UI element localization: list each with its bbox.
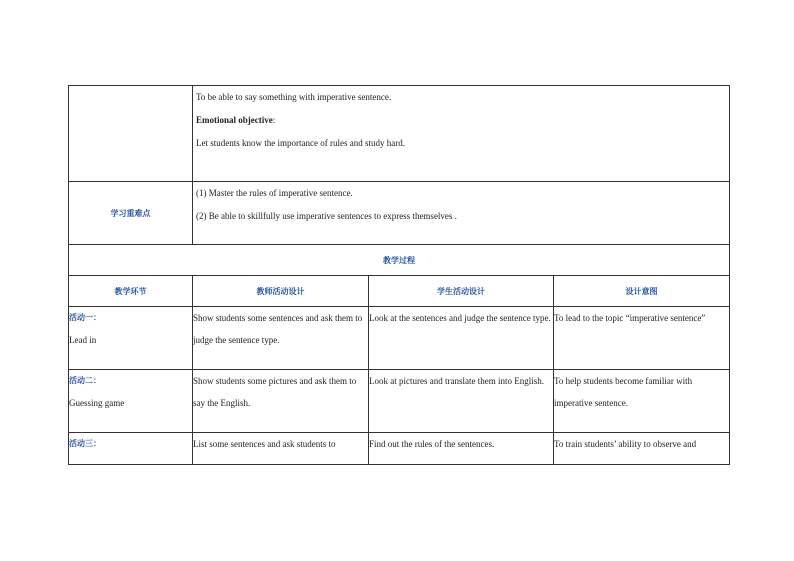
activity-row-2 bbox=[69, 370, 730, 433]
design-intent: To train students’ ability to observe and bbox=[554, 433, 730, 465]
objective-line-1: To be able to say something with imperative sentence. bbox=[196, 92, 392, 102]
stage-cell bbox=[69, 307, 193, 370]
key-points-cell bbox=[193, 182, 730, 245]
key-point-2: (2) Be able to skillfully use imperative sentences to express themselves . bbox=[196, 211, 457, 221]
stage-cell bbox=[69, 433, 193, 465]
process-title: 教学过程 bbox=[69, 245, 730, 276]
design-intent: To lead to the topic “imperative sentence” bbox=[554, 307, 730, 370]
objectives-cell bbox=[193, 86, 730, 182]
stage-label: 活动一： bbox=[69, 313, 101, 322]
design-intent: To help students become familiar with imperative sentence. bbox=[554, 370, 730, 433]
activity-row-3 bbox=[69, 433, 730, 465]
teacher-activity: Show students some sentences and ask them to judge the sentence type. bbox=[193, 307, 369, 370]
key-points-row bbox=[69, 182, 730, 245]
objective-line-2: Let students know the importance of rules and study hard. bbox=[196, 138, 405, 148]
stage-name: Lead in bbox=[69, 335, 97, 345]
process-title-row bbox=[69, 245, 730, 276]
header-stage: 教学环节 bbox=[69, 276, 193, 307]
stage-name: Guessing game bbox=[69, 398, 125, 408]
student-activity: Look at the sentences and judge the sentence type. bbox=[369, 307, 554, 370]
teacher-activity: Show students some pictures and ask them to say the English. bbox=[193, 370, 369, 433]
student-activity: Find out the rules of the sentences. bbox=[369, 433, 554, 465]
objectives-label-cell bbox=[69, 86, 193, 182]
activity-row-1 bbox=[69, 307, 730, 370]
student-activity: Look at pictures and translate them into English. bbox=[369, 370, 554, 433]
teacher-activity: List some sentences and ask students to bbox=[193, 433, 369, 465]
stage-label: 活动三： bbox=[69, 439, 101, 448]
emotional-objective-heading: Emotional objective: bbox=[196, 115, 276, 125]
header-intent: 设计意图 bbox=[554, 276, 730, 307]
stage-label: 活动二： bbox=[69, 376, 101, 385]
key-point-1: (1) Master the rules of imperative sentence. bbox=[196, 188, 353, 198]
header-student: 学生活动设计 bbox=[369, 276, 554, 307]
header-teacher: 教师活动设计 bbox=[193, 276, 369, 307]
stage-cell bbox=[69, 370, 193, 433]
lesson-plan-table bbox=[68, 85, 730, 465]
objectives-row bbox=[69, 86, 730, 182]
emotional-objective-label: Emotional objective bbox=[196, 115, 273, 125]
process-header-row bbox=[69, 276, 730, 307]
key-points-label: 学习重难点 bbox=[69, 182, 193, 245]
